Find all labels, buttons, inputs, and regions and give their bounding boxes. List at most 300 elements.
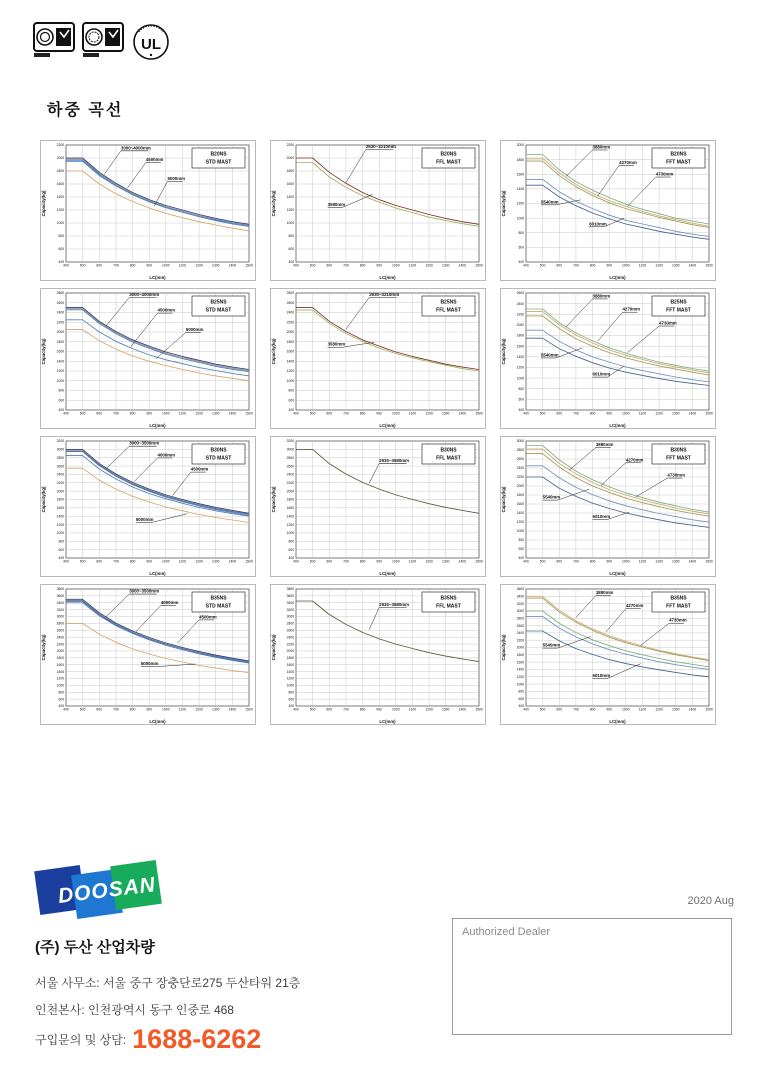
svg-text:1000: 1000 (56, 221, 65, 226)
svg-text:2000: 2000 (286, 330, 295, 335)
svg-text:1800: 1800 (516, 653, 525, 658)
svg-text:2200: 2200 (286, 480, 295, 485)
svg-text:2200: 2200 (56, 642, 65, 647)
svg-text:900: 900 (376, 707, 383, 712)
load-curve-chart (500, 584, 716, 725)
svg-text:1400: 1400 (228, 707, 237, 712)
svg-text:2800: 2800 (516, 616, 525, 621)
svg-text:500: 500 (309, 707, 316, 712)
svg-text:400: 400 (58, 704, 65, 709)
svg-text:1200: 1200 (516, 674, 525, 679)
svg-text:3600: 3600 (56, 594, 65, 599)
svg-text:3580mm: 3580mm (327, 201, 346, 207)
svg-text:1500: 1500 (245, 707, 253, 712)
svg-text:1400: 1400 (688, 411, 697, 416)
svg-text:FFT MAST: FFT MAST (666, 159, 691, 166)
svg-text:1300: 1300 (671, 263, 680, 268)
svg-text:800: 800 (288, 388, 295, 393)
svg-text:700: 700 (573, 707, 579, 712)
svg-text:1200: 1200 (195, 263, 203, 268)
svg-text:5540mm: 5540mm (540, 199, 559, 205)
chart-b25ns-ffl-mast (270, 288, 486, 429)
svg-text:400: 400 (63, 411, 69, 416)
svg-text:3000: 3000 (56, 447, 65, 452)
svg-text:800: 800 (58, 690, 65, 695)
svg-text:400: 400 (58, 408, 65, 413)
svg-text:FFL MAST: FFL MAST (436, 603, 461, 610)
svg-text:1400: 1400 (56, 195, 65, 200)
svg-text:1000: 1000 (286, 683, 295, 688)
svg-text:1800: 1800 (286, 497, 295, 502)
chart-b20ns-std-mast (40, 140, 256, 281)
svg-text:600: 600 (58, 398, 65, 403)
svg-text:400: 400 (288, 408, 295, 413)
svg-text:600: 600 (518, 397, 525, 402)
svg-text:1300: 1300 (211, 559, 220, 564)
svg-text:2200: 2200 (56, 480, 65, 485)
svg-text:6010mm: 6010mm (592, 672, 611, 678)
svg-text:1200: 1200 (286, 676, 295, 681)
svg-text:2400: 2400 (286, 310, 295, 315)
svg-text:1500: 1500 (245, 411, 253, 416)
svg-text:B35NS: B35NS (440, 595, 457, 602)
svg-text:400: 400 (58, 260, 65, 265)
svg-text:1100: 1100 (178, 559, 187, 564)
svg-text:700: 700 (113, 559, 119, 564)
chart-b30ns-fft-mast (500, 436, 716, 577)
svg-text:1000: 1000 (516, 216, 525, 221)
svg-text:4500mm: 4500mm (145, 157, 164, 162)
svg-text:3800: 3800 (286, 587, 295, 592)
svg-text:4730mm: 4730mm (667, 472, 685, 478)
svg-text:1200: 1200 (425, 411, 433, 416)
svg-text:1000: 1000 (622, 263, 630, 268)
svg-text:800: 800 (359, 411, 366, 416)
svg-text:2000: 2000 (516, 645, 525, 650)
svg-text:500: 500 (309, 263, 316, 268)
svg-text:800: 800 (129, 263, 136, 268)
svg-text:LC(mm): LC(mm) (379, 422, 396, 428)
svg-text:400: 400 (518, 408, 525, 413)
svg-text:1800: 1800 (286, 169, 295, 174)
svg-text:LC(mm): LC(mm) (609, 422, 626, 428)
load-curve-chart (500, 288, 716, 429)
svg-text:1100: 1100 (178, 263, 187, 268)
svg-text:LC(mm): LC(mm) (149, 570, 166, 576)
svg-text:1800: 1800 (286, 339, 295, 344)
svg-text:4730mm: 4730mm (659, 320, 677, 326)
logo-wordmark: DOOSAN (56, 873, 158, 908)
svg-text:1200: 1200 (516, 365, 525, 370)
svg-text:1500: 1500 (475, 707, 483, 712)
svg-text:B30NS: B30NS (440, 447, 457, 454)
svg-text:800: 800 (589, 411, 596, 416)
svg-text:STD MAST: STD MAST (205, 455, 232, 462)
svg-text:500: 500 (309, 411, 316, 416)
svg-text:700: 700 (113, 707, 119, 712)
svg-text:900: 900 (606, 411, 613, 416)
svg-text:800: 800 (518, 538, 525, 543)
svg-text:5000mm: 5000mm (140, 661, 159, 667)
certification-marks (33, 20, 171, 62)
svg-text:1400: 1400 (228, 559, 237, 564)
load-curve-chart (40, 436, 256, 577)
chart-b30ns-std-mast (40, 436, 256, 577)
address-seoul: 서울 사무소: 서울 중구 장충단로275 두산타워 21층 (35, 976, 301, 990)
svg-text:400: 400 (523, 411, 529, 416)
svg-text:400: 400 (518, 704, 525, 709)
authorized-dealer-box (452, 918, 732, 1035)
svg-text:2600: 2600 (286, 628, 295, 633)
svg-text:4270mm: 4270mm (619, 159, 637, 165)
svg-text:1400: 1400 (458, 263, 467, 268)
svg-text:400: 400 (63, 707, 69, 712)
svg-text:6010mm: 6010mm (589, 221, 607, 227)
svg-text:800: 800 (129, 411, 136, 416)
authorized-dealer-label: Authorized Dealer (462, 926, 551, 938)
svg-text:Capacity(kg): Capacity(kg) (40, 190, 46, 217)
svg-text:900: 900 (146, 411, 153, 416)
svg-text:1400: 1400 (516, 511, 525, 516)
svg-text:2800: 2800 (286, 455, 295, 460)
svg-text:600: 600 (326, 707, 333, 712)
svg-text:1000: 1000 (392, 707, 400, 712)
svg-text:900: 900 (146, 559, 153, 564)
svg-text:600: 600 (556, 559, 563, 564)
svg-text:1300: 1300 (211, 707, 220, 712)
svg-text:800: 800 (518, 689, 525, 694)
svg-text:1200: 1200 (655, 263, 663, 268)
svg-text:1500: 1500 (245, 559, 253, 564)
svg-text:2400: 2400 (516, 301, 525, 306)
svg-text:1600: 1600 (516, 502, 525, 507)
svg-text:Capacity(kg): Capacity(kg) (500, 338, 506, 365)
svg-text:1200: 1200 (286, 208, 295, 213)
svg-text:1000: 1000 (392, 263, 400, 268)
address-incheon: 인천본사: 인천광역시 동구 인중로 468 (35, 1003, 234, 1017)
svg-text:2600: 2600 (516, 457, 525, 462)
svg-text:400: 400 (293, 707, 299, 712)
svg-text:600: 600 (58, 247, 65, 252)
svg-text:1000: 1000 (516, 529, 525, 534)
svg-text:600: 600 (58, 547, 65, 552)
svg-text:1200: 1200 (655, 707, 663, 712)
svg-text:1300: 1300 (441, 559, 450, 564)
svg-text:2200: 2200 (286, 320, 295, 325)
svg-text:2930~3210mm: 2930~3210mm (365, 144, 396, 149)
svg-text:900: 900 (146, 263, 153, 268)
svg-text:700: 700 (113, 263, 119, 268)
load-curve-chart (40, 288, 256, 429)
svg-text:LC(mm): LC(mm) (379, 718, 396, 724)
svg-text:4500mm: 4500mm (157, 307, 176, 313)
svg-text:1100: 1100 (408, 411, 417, 416)
svg-text:500: 500 (539, 263, 546, 268)
svg-text:2200: 2200 (286, 143, 295, 148)
svg-text:1400: 1400 (458, 411, 467, 416)
svg-text:1400: 1400 (228, 411, 237, 416)
svg-text:Capacity(kg): Capacity(kg) (40, 634, 46, 661)
svg-text:1800: 1800 (286, 656, 295, 661)
svg-text:2400: 2400 (286, 472, 295, 477)
svg-text:500: 500 (309, 559, 316, 564)
svg-text:LC(mm): LC(mm) (609, 274, 626, 280)
svg-text:4500mm: 4500mm (199, 614, 217, 620)
svg-text:1000: 1000 (622, 707, 630, 712)
svg-text:1500: 1500 (705, 263, 713, 268)
svg-text:1000: 1000 (286, 221, 295, 226)
svg-text:500: 500 (539, 707, 546, 712)
svg-text:2000: 2000 (516, 484, 525, 489)
svg-text:4000mm: 4000mm (160, 599, 179, 605)
svg-text:1800: 1800 (56, 169, 65, 174)
svg-text:1400: 1400 (286, 359, 295, 364)
svg-text:Capacity(kg): Capacity(kg) (500, 634, 506, 661)
svg-text:B30NS: B30NS (670, 447, 687, 454)
svg-text:400: 400 (293, 411, 299, 416)
svg-text:1000: 1000 (392, 559, 400, 564)
svg-text:1800: 1800 (516, 493, 525, 498)
svg-text:FFL MAST: FFL MAST (436, 159, 461, 166)
svg-text:900: 900 (376, 263, 383, 268)
svg-text:4270mm: 4270mm (622, 306, 641, 312)
svg-text:STD MAST: STD MAST (205, 159, 232, 166)
svg-text:1600: 1600 (56, 349, 65, 354)
load-curve-chart (270, 140, 486, 281)
svg-text:Capacity(kg): Capacity(kg) (270, 190, 276, 217)
svg-text:FFT MAST: FFT MAST (666, 455, 691, 462)
svg-text:1600: 1600 (286, 349, 295, 354)
svg-text:3880mm: 3880mm (592, 293, 611, 299)
svg-text:1000: 1000 (56, 683, 65, 688)
iso-cert-badge-icon (82, 20, 124, 60)
svg-text:LC(mm): LC(mm) (379, 570, 396, 576)
svg-text:1000: 1000 (162, 707, 170, 712)
svg-text:800: 800 (518, 230, 525, 235)
svg-text:3880mm: 3880mm (592, 144, 611, 150)
svg-text:3200: 3200 (286, 439, 295, 444)
svg-text:FFL MAST: FFL MAST (436, 455, 461, 462)
svg-text:B30NS: B30NS (210, 447, 227, 454)
svg-text:5540mm: 5540mm (540, 352, 559, 358)
svg-text:600: 600 (556, 707, 563, 712)
svg-text:1500: 1500 (705, 559, 713, 564)
svg-text:500: 500 (539, 411, 546, 416)
svg-text:5000mm: 5000mm (167, 175, 186, 181)
svg-text:1300: 1300 (441, 707, 450, 712)
svg-text:2930~3580mm: 2930~3580mm (379, 457, 410, 463)
svg-text:900: 900 (606, 559, 613, 564)
svg-text:Capacity(kg): Capacity(kg) (500, 486, 506, 513)
svg-text:2400: 2400 (56, 472, 65, 477)
svg-text:1600: 1600 (516, 344, 525, 349)
svg-text:600: 600 (556, 411, 563, 416)
svg-text:700: 700 (343, 263, 349, 268)
svg-text:600: 600 (288, 547, 295, 552)
svg-text:500: 500 (79, 559, 86, 564)
svg-text:1400: 1400 (688, 559, 697, 564)
svg-text:1200: 1200 (56, 208, 65, 213)
svg-text:1400: 1400 (286, 514, 295, 519)
svg-text:500: 500 (79, 707, 86, 712)
load-curve-chart (500, 436, 716, 577)
svg-text:1100: 1100 (638, 263, 647, 268)
svg-text:1800: 1800 (516, 333, 525, 338)
svg-text:B20NS: B20NS (440, 151, 457, 158)
svg-text:1000: 1000 (162, 559, 170, 564)
svg-text:500: 500 (79, 411, 86, 416)
svg-text:6010mm: 6010mm (592, 371, 611, 377)
svg-text:2930~3210mm: 2930~3210mm (369, 292, 400, 297)
svg-text:1200: 1200 (286, 522, 295, 527)
svg-text:1100: 1100 (638, 707, 647, 712)
svg-text:3000~3500mm: 3000~3500mm (129, 588, 160, 594)
svg-text:3580mm: 3580mm (327, 341, 346, 347)
svg-text:1400: 1400 (286, 669, 295, 674)
svg-text:1600: 1600 (286, 506, 295, 511)
svg-text:FFT MAST: FFT MAST (666, 603, 691, 610)
ul-mark-text: UL (141, 36, 161, 53)
svg-text:3880mm: 3880mm (595, 441, 614, 447)
svg-text:1400: 1400 (516, 355, 525, 360)
svg-text:2000: 2000 (56, 489, 65, 494)
svg-text:700: 700 (573, 263, 579, 268)
svg-text:3200: 3200 (516, 601, 525, 606)
svg-text:1200: 1200 (286, 369, 295, 374)
svg-text:1600: 1600 (56, 662, 65, 667)
svg-text:4500mm: 4500mm (190, 466, 209, 472)
svg-text:2400: 2400 (286, 635, 295, 640)
svg-text:1100: 1100 (408, 263, 417, 268)
svg-text:600: 600 (326, 263, 333, 268)
svg-text:3000~3500mm: 3000~3500mm (129, 440, 160, 446)
svg-text:900: 900 (376, 559, 383, 564)
svg-text:2600: 2600 (516, 291, 525, 296)
svg-text:4000mm: 4000mm (157, 452, 176, 458)
svg-text:3200: 3200 (286, 607, 295, 612)
svg-text:1300: 1300 (671, 559, 680, 564)
svg-text:2800: 2800 (56, 621, 65, 626)
svg-text:1300: 1300 (671, 707, 680, 712)
svg-text:1400: 1400 (56, 359, 65, 364)
svg-text:600: 600 (96, 559, 103, 564)
svg-text:B25NS: B25NS (440, 299, 457, 306)
svg-text:B20NS: B20NS (670, 151, 687, 158)
svg-text:1500: 1500 (475, 559, 483, 564)
svg-text:1400: 1400 (688, 707, 697, 712)
svg-text:600: 600 (518, 696, 525, 701)
svg-text:1400: 1400 (458, 707, 467, 712)
svg-text:2800: 2800 (516, 448, 525, 453)
chart-b20ns-fft-mast (500, 140, 716, 281)
svg-text:3000: 3000 (56, 614, 65, 619)
svg-text:1800: 1800 (56, 339, 65, 344)
svg-text:1000: 1000 (392, 411, 400, 416)
svg-text:B20NS: B20NS (210, 151, 227, 158)
svg-text:1000: 1000 (516, 376, 525, 381)
chart-b35ns-ffl-mast (270, 584, 486, 725)
svg-text:1100: 1100 (408, 559, 417, 564)
svg-text:2800: 2800 (286, 621, 295, 626)
svg-text:1000: 1000 (622, 411, 630, 416)
svg-text:1200: 1200 (516, 201, 525, 206)
svg-text:2600: 2600 (286, 300, 295, 305)
svg-text:1400: 1400 (56, 514, 65, 519)
svg-text:900: 900 (146, 707, 153, 712)
svg-text:Capacity(kg): Capacity(kg) (270, 338, 276, 365)
svg-text:400: 400 (523, 263, 529, 268)
svg-text:3000: 3000 (286, 614, 295, 619)
svg-text:800: 800 (288, 234, 295, 239)
svg-text:1500: 1500 (475, 411, 483, 416)
svg-text:2200: 2200 (516, 638, 525, 643)
svg-text:600: 600 (58, 697, 65, 702)
svg-text:800: 800 (589, 263, 596, 268)
svg-text:LC(mm): LC(mm) (149, 274, 166, 280)
svg-text:3880mm: 3880mm (595, 589, 614, 595)
svg-text:5540mm: 5540mm (542, 494, 561, 500)
svg-text:2200: 2200 (516, 475, 525, 480)
svg-text:3000: 3000 (286, 447, 295, 452)
svg-text:1200: 1200 (56, 522, 65, 527)
svg-text:2400: 2400 (516, 631, 525, 636)
chart-b25ns-std-mast (40, 288, 256, 429)
svg-text:3800: 3800 (56, 587, 65, 592)
svg-text:800: 800 (58, 388, 65, 393)
svg-text:1600: 1600 (516, 660, 525, 665)
svg-text:2600: 2600 (286, 464, 295, 469)
publish-date: 2020 Aug (687, 895, 734, 907)
svg-text:800: 800 (129, 559, 136, 564)
svg-text:500: 500 (79, 263, 86, 268)
svg-text:2000: 2000 (56, 649, 65, 654)
svg-text:400: 400 (518, 260, 525, 265)
phone-number: 1688-6262 (132, 1024, 262, 1054)
svg-text:1800: 1800 (516, 157, 525, 162)
svg-text:1200: 1200 (56, 676, 65, 681)
svg-text:3200: 3200 (56, 439, 65, 444)
svg-text:400: 400 (63, 559, 69, 564)
svg-text:1400: 1400 (458, 559, 467, 564)
svg-text:1200: 1200 (516, 520, 525, 525)
chart-b35ns-std-mast (40, 584, 256, 725)
svg-text:1200: 1200 (195, 411, 203, 416)
svg-text:B25NS: B25NS (210, 299, 227, 306)
svg-text:800: 800 (359, 559, 366, 564)
svg-text:3600: 3600 (286, 594, 295, 599)
svg-text:600: 600 (518, 245, 525, 250)
chart-b20ns-ffl-mast (270, 140, 486, 281)
load-charts-grid (40, 140, 716, 725)
svg-text:1400: 1400 (286, 195, 295, 200)
svg-text:700: 700 (343, 707, 349, 712)
svg-text:400: 400 (288, 704, 295, 709)
svg-text:Capacity(kg): Capacity(kg) (40, 486, 46, 513)
svg-text:1000: 1000 (622, 559, 630, 564)
ul-classified-mark-icon (131, 20, 171, 62)
load-curve-chart (40, 584, 256, 725)
svg-text:2600: 2600 (56, 464, 65, 469)
svg-text:700: 700 (573, 559, 579, 564)
svg-text:6010mm: 6010mm (592, 513, 611, 519)
svg-text:1300: 1300 (211, 411, 220, 416)
svg-text:2000: 2000 (56, 330, 65, 335)
svg-text:2200: 2200 (56, 143, 65, 148)
load-curve-chart (270, 584, 486, 725)
svg-text:3000~4000mm: 3000~4000mm (129, 292, 160, 297)
svg-text:2400: 2400 (516, 466, 525, 471)
svg-text:1300: 1300 (441, 411, 450, 416)
